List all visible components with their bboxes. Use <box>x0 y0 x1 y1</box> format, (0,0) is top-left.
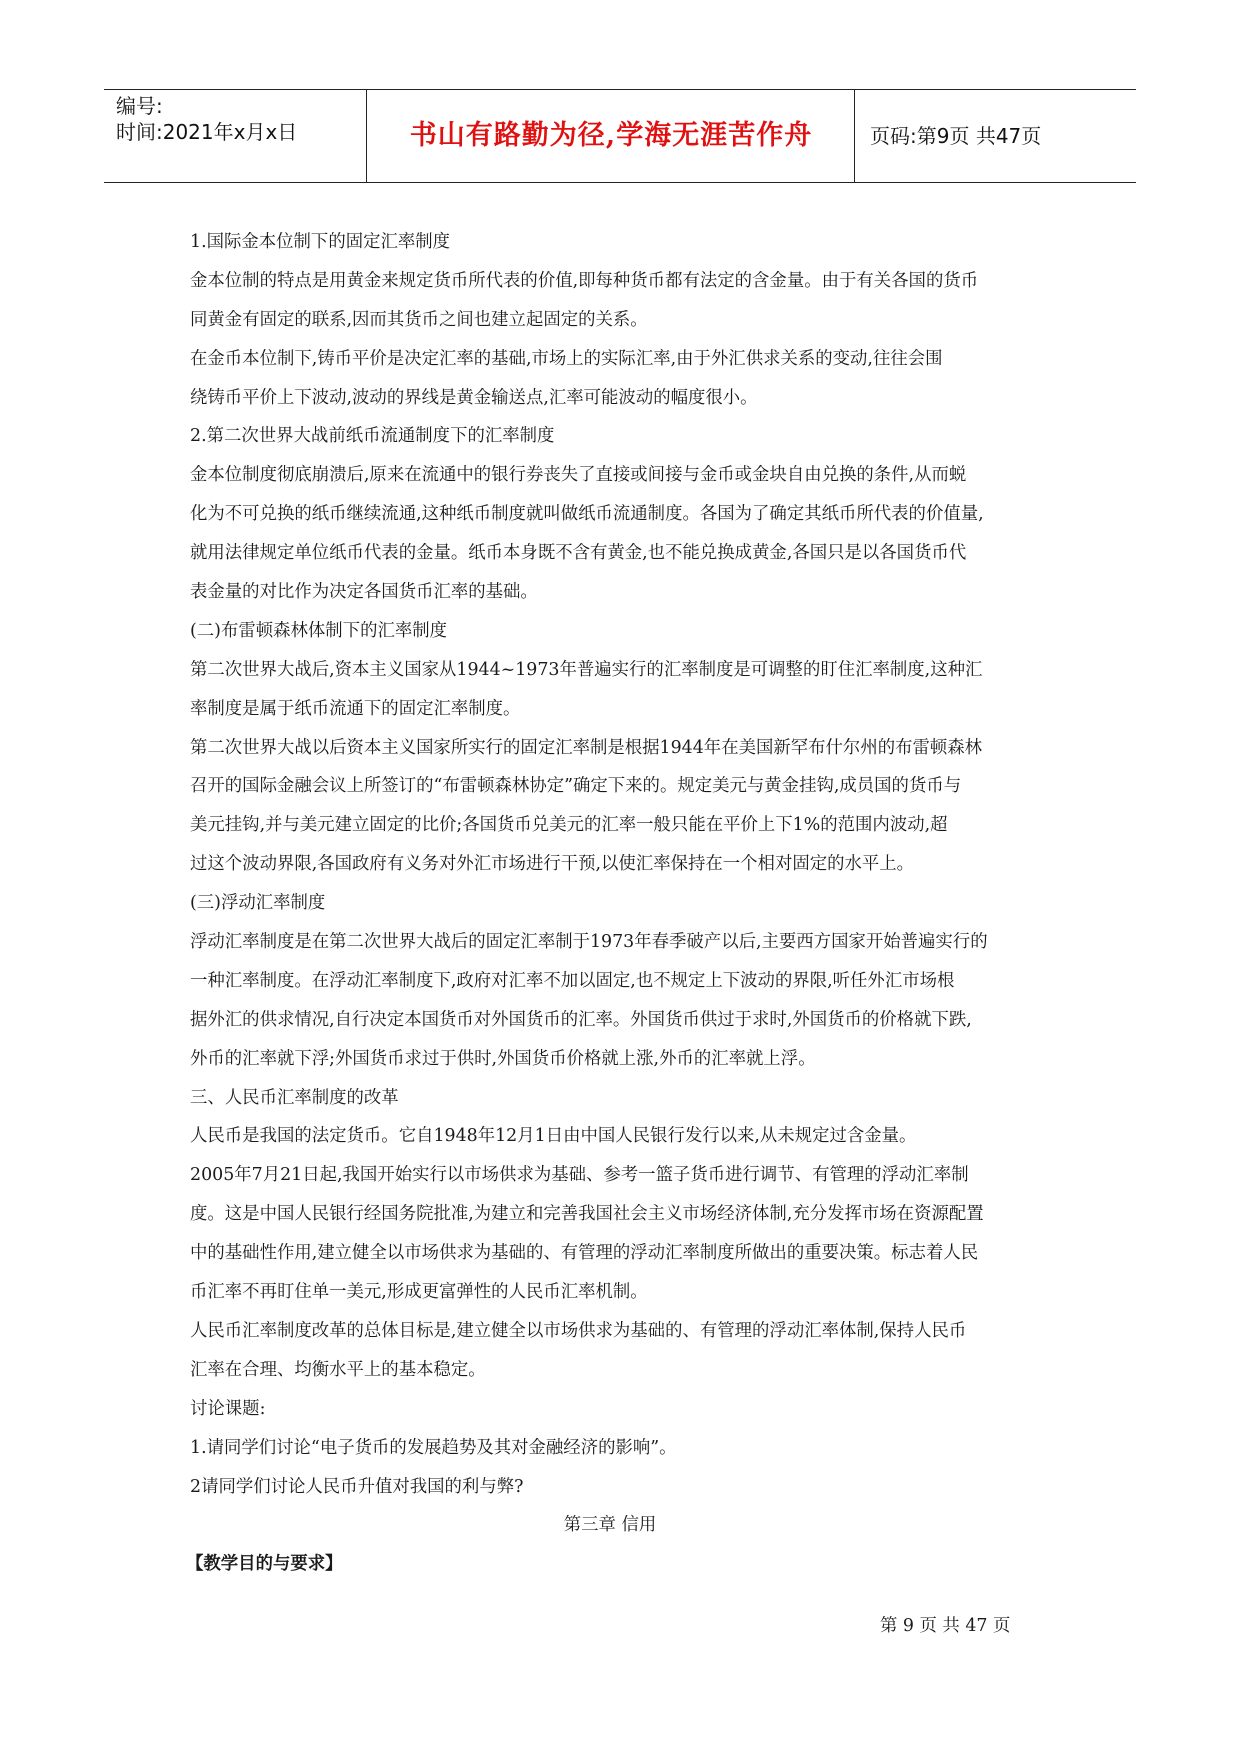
chapter-title: 第三章 信用 <box>563 1515 657 1536</box>
body-line: 就用法律规定单位纸币代表的金量。纸币本身既不含有黄金,也不能兑换成黄金,各国只是以各国货币代 <box>190 543 967 564</box>
motto-text: 书山有路勤为径,学海无涯苦作舟 <box>409 120 813 151</box>
page-code-label: 页码:第9页 共47页 <box>870 124 1042 148</box>
body-line: 绕铸币平价上下波动,波动的界线是黄金输送点,汇率可能波动的幅度很小。 <box>190 387 758 408</box>
body-line: 中的基础性作用,建立健全以市场供求为基础的、有管理的浮动汇率制度所做出的重要决策。标志着人民 <box>190 1243 979 1264</box>
body-line: 表金量的对比作为决定各国货币汇率的基础。 <box>190 582 538 603</box>
body-line: 过这个波动界限,各国政府有义务对外汇市场进行干预,以使汇率保持在一个相对固定的水平上。 <box>190 854 915 875</box>
header-meta-cell <box>104 90 367 182</box>
body-line: 召开的国际金融会议上所签订的“布雷顿森林协定”确定下来的。规定美元与黄金挂钩,成员国的货币与 <box>190 776 962 797</box>
body-line: 2005年7月21日起,我国开始实行以市场供求为基础、参考一篮子货币进行调节、有管理的浮动汇率制 <box>190 1165 969 1186</box>
body-line: 汇率在合理、均衡水平上的基本稳定。 <box>190 1359 486 1380</box>
body-line: 度。这是中国人民银行经国务院批准,为建立和完善我国社会主义市场经济体制,充分发挥市场在资源配置 <box>190 1204 984 1225</box>
document-number-label: 编号: <box>116 94 163 118</box>
section-heading: (二)布雷顿森林体制下的汇率制度 <box>190 620 448 641</box>
document-body <box>186 223 1070 1584</box>
body-line: 美元挂钩,并与美元建立固定的比价;各国货币兑美元的汇率一般只能在平价上下1%的范围内波动,超 <box>190 815 948 836</box>
body-line: 人民币汇率制度改革的总体目标是,建立健全以市场供求为基础的、有管理的浮动汇率体制,保持人民币 <box>190 1320 967 1341</box>
body-line: 浮动汇率制度是在第二次世界大战后的固定汇率制于1973年春季破产以后,主要西方国家开始普遍实行的 <box>190 932 988 953</box>
body-line: 金本位制的特点是用黄金来规定货币所代表的价值,即每种货币都有法定的含金量。由于有关各国的货币 <box>190 270 979 291</box>
body-line: 币汇率不再盯住单一美元,形成更富弹性的人民币汇率机制。 <box>190 1282 648 1303</box>
page-header <box>104 89 1136 183</box>
body-line: 金本位制度彻底崩溃后,原来在流通中的银行券丧失了直接或间接与金币或金块自由兑换的条件,从而蜕 <box>190 465 967 486</box>
section-heading: 1.国际金本位制下的固定汇率制度 <box>190 232 451 252</box>
section-heading: (三)浮动汇率制度 <box>190 893 326 914</box>
body-line: 外币的汇率就下浮;外国货币求过于供时,外国货币价格就上涨,外币的汇率就上浮。 <box>190 1048 816 1069</box>
body-line: 化为不可兑换的纸币继续流通,这种纸币制度就叫做纸币流通制度。各国为了确定其纸币所代表的价值量, <box>190 504 984 525</box>
document-time-label: 时间:2021年x月x日 <box>116 120 298 144</box>
header-page-cell <box>856 90 1136 182</box>
body-line: 率制度是属于纸币流通下的固定汇率制度。 <box>190 698 521 719</box>
body-line: 第二次世界大战后,资本主义国家从1944~1973年普遍实行的汇率制度是可调整的盯住汇率制度,这种汇 <box>190 659 983 680</box>
section-heading: 三、人民币汇率制度的改革 <box>190 1087 399 1108</box>
body-line: 据外汇的供求情况,自行决定本国货币对外国货币的汇率。外国货币供过于求时,外国货币的价格就下跌, <box>190 1009 972 1030</box>
body-line: 同黄金有固定的联系,因而其货币之间也建立起固定的关系。 <box>190 309 648 330</box>
page-footer: 第 9 页 共 47 页 <box>880 1616 1011 1636</box>
discussion-item: 2请同学们讨论人民币升值对我国的利与弊? <box>190 1476 524 1497</box>
body-line: 第二次世界大战以后资本主义国家所实行的固定汇率制是根据1944年在美国新罕布什尔州的布雷顿森林 <box>190 737 983 758</box>
header-motto-cell <box>368 90 855 182</box>
section-heading: 2.第二次世界大战前纸币流通制度下的汇率制度 <box>190 426 555 447</box>
teaching-goals-heading: 【教学目的与要求】 <box>186 1554 343 1575</box>
discussion-heading: 讨论课题: <box>190 1398 266 1419</box>
body-line: 在金币本位制下,铸币平价是决定汇率的基础,市场上的实际汇率,由于外汇供求关系的变动,往往会围 <box>190 348 943 369</box>
body-line: 人民币是我国的法定货币。它自1948年12月1日由中国人民银行发行以来,从未规定过含金量。 <box>190 1126 917 1147</box>
discussion-item: 1.请同学们讨论“电子货币的发展趋势及其对金融经济的影响”。 <box>190 1437 677 1458</box>
body-line: 一种汇率制度。在浮动汇率制度下,政府对汇率不加以固定,也不规定上下波动的界限,听任外汇市场根 <box>190 970 955 991</box>
